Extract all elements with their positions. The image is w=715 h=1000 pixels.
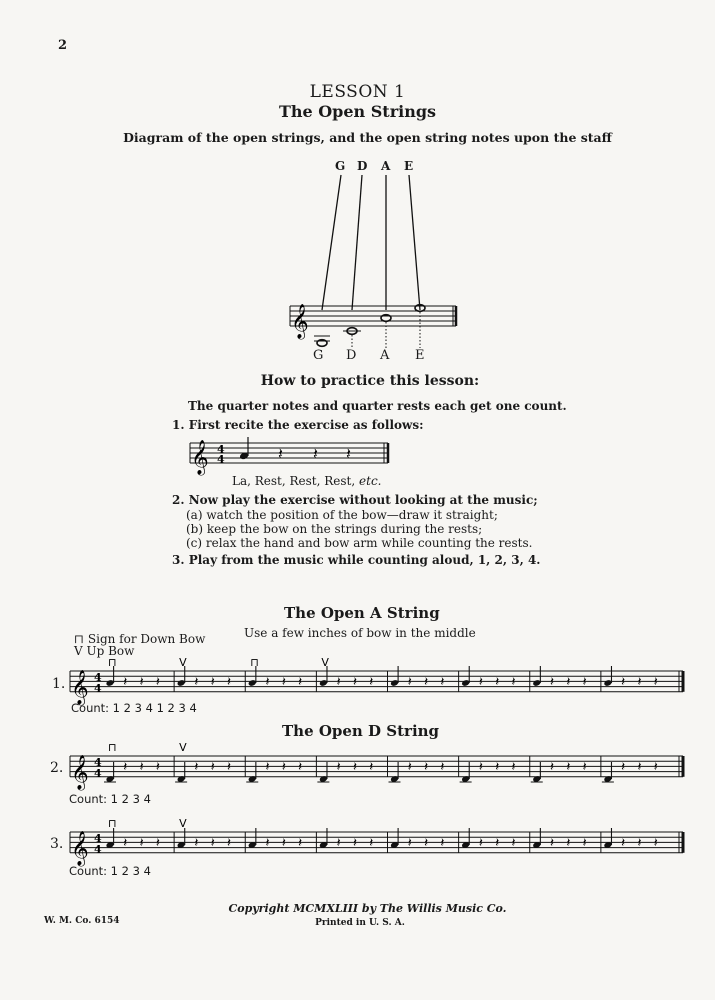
time-signature: 4 bbox=[94, 832, 102, 845]
quarter-rest-icon: 𝄽 bbox=[298, 675, 303, 690]
quarter-rest-icon: 𝄽 bbox=[278, 444, 283, 463]
quarter-rest-icon: 𝄽 bbox=[352, 675, 357, 690]
up-bow-legend: V Up Bow bbox=[74, 644, 135, 658]
quarter-rest-icon: 𝄽 bbox=[194, 836, 199, 851]
practice-step-2: 2. Now play the exercise without looking at the music; bbox=[172, 493, 538, 507]
quarter-rest-icon: 𝄽 bbox=[194, 760, 199, 775]
quarter-rest-icon: 𝄽 bbox=[478, 675, 483, 690]
quarter-rest-icon: 𝄽 bbox=[265, 760, 270, 775]
treble-clef-icon: 𝄞 bbox=[71, 830, 89, 866]
quarter-rest-icon: 𝄽 bbox=[637, 836, 642, 851]
note-label-g: G bbox=[313, 348, 324, 363]
practice-step-3: 3. Play from the music while counting aloud, 1, 2, 3, 4. bbox=[172, 553, 541, 567]
quarter-rest-icon: 𝄽 bbox=[566, 760, 571, 775]
quarter-rest-icon: 𝄽 bbox=[621, 675, 626, 690]
quarter-rest-icon: 𝄽 bbox=[155, 760, 160, 775]
quarter-rest-icon: 𝄽 bbox=[210, 675, 215, 690]
quarter-rest-icon: 𝄽 bbox=[424, 760, 429, 775]
quarter-rest-icon: 𝄽 bbox=[407, 675, 412, 690]
quarter-rest-icon: 𝄽 bbox=[298, 836, 303, 851]
treble-clef-icon: 𝄞 bbox=[191, 440, 209, 475]
up-bow-icon: V bbox=[179, 817, 187, 830]
quarter-rest-icon: 𝄽 bbox=[194, 675, 199, 690]
up-bow-icon: V bbox=[179, 656, 187, 669]
quarter-rest-icon: 𝄽 bbox=[226, 760, 231, 775]
quarter-rest-icon: 𝄽 bbox=[139, 760, 144, 775]
quarter-rest-icon: 𝄽 bbox=[495, 760, 500, 775]
quarter-rest-icon: 𝄽 bbox=[407, 760, 412, 775]
quarter-rest-icon: 𝄽 bbox=[281, 760, 286, 775]
row-number-1: 1. bbox=[52, 676, 66, 692]
treble-clef-icon: 𝄞 bbox=[71, 669, 89, 705]
up-bow-icon: V bbox=[321, 656, 329, 669]
down-bow-icon: ⊓ bbox=[108, 656, 117, 669]
quarter-rest-icon: 𝄽 bbox=[637, 675, 642, 690]
lesson-title: LESSON 1 bbox=[309, 82, 406, 102]
string-label-d: D bbox=[357, 159, 368, 173]
svg-text:4: 4 bbox=[217, 453, 225, 466]
row-number-3: 3. bbox=[50, 836, 64, 852]
down-bow-icon: ⊓ bbox=[74, 632, 85, 646]
practice-step-2a: (a) watch the position of the bow—draw it straight; bbox=[186, 508, 498, 522]
quarter-rest-icon: 𝄽 bbox=[210, 836, 215, 851]
time-signature: 4 bbox=[94, 756, 102, 769]
quarter-rest-icon: 𝄽 bbox=[440, 760, 445, 775]
quarter-rest-icon: 𝄽 bbox=[511, 836, 516, 851]
open-a-instruction: Use a few inches of bow in the middle bbox=[244, 626, 476, 640]
quarter-rest-icon: 𝄽 bbox=[550, 760, 555, 775]
down-bow-icon: ⊓ bbox=[108, 817, 117, 830]
down-bow-icon: ⊓ bbox=[108, 741, 117, 754]
quarter-rest-icon: 𝄽 bbox=[495, 836, 500, 851]
note-label-d: D bbox=[346, 348, 357, 363]
quarter-rest-icon: 𝄽 bbox=[155, 675, 160, 690]
quarter-rest-icon: 𝄽 bbox=[226, 675, 231, 690]
quarter-rest-icon: 𝄽 bbox=[369, 675, 374, 690]
quarter-rest-icon: 𝄽 bbox=[336, 675, 341, 690]
quarter-rest-icon: 𝄽 bbox=[550, 836, 555, 851]
quarter-rest-icon: 𝄽 bbox=[478, 760, 483, 775]
quarter-rest-icon: 𝄽 bbox=[495, 675, 500, 690]
quarter-rest-icon: 𝄽 bbox=[226, 836, 231, 851]
page-number: 2 bbox=[58, 38, 68, 53]
time-signature: 4 bbox=[94, 681, 102, 695]
quarter-rest-icon: 𝄽 bbox=[566, 836, 571, 851]
note-label-a: A bbox=[380, 348, 390, 363]
count-row-3: Count: 1 2 3 4 bbox=[69, 864, 151, 878]
practice-step-2b: (b) keep the bow on the strings during the rests; bbox=[186, 522, 483, 536]
practice-heading: How to practice this lesson: bbox=[260, 373, 480, 389]
quarter-rest-icon: 𝄽 bbox=[346, 444, 351, 463]
quarter-rest-icon: 𝄽 bbox=[313, 444, 318, 463]
string-label-a: A bbox=[381, 159, 391, 173]
string-label-g: G bbox=[335, 159, 346, 173]
practice-step-1: 1. First recite the exercise as follows: bbox=[172, 418, 424, 432]
up-bow-icon: V bbox=[179, 741, 187, 754]
open-a-title: The Open A String bbox=[284, 604, 440, 622]
quarter-rest-icon: 𝄽 bbox=[653, 760, 658, 775]
quarter-rest-icon: 𝄽 bbox=[637, 760, 642, 775]
quarter-rest-icon: 𝄽 bbox=[582, 836, 587, 851]
time-signature: 4 bbox=[94, 671, 102, 684]
quarter-rest-icon: 𝄽 bbox=[550, 675, 555, 690]
down-bow-legend: ⊓ Sign for Down Bow bbox=[74, 632, 206, 646]
quarter-rest-icon: 𝄽 bbox=[621, 760, 626, 775]
quarter-rest-icon: 𝄽 bbox=[511, 675, 516, 690]
quarter-rest-icon: 𝄽 bbox=[511, 760, 516, 775]
quarter-rest-icon: 𝄽 bbox=[139, 675, 144, 690]
quarter-rest-icon: 𝄽 bbox=[369, 760, 374, 775]
quarter-rest-icon: 𝄽 bbox=[582, 760, 587, 775]
quarter-rest-icon: 𝄽 bbox=[621, 836, 626, 851]
quarter-rest-icon: 𝄽 bbox=[440, 836, 445, 851]
quarter-rest-icon: 𝄽 bbox=[566, 675, 571, 690]
open-d-title: The Open D String bbox=[282, 722, 440, 740]
time-signature: 4 bbox=[94, 842, 102, 856]
quarter-rest-icon: 𝄽 bbox=[155, 836, 160, 851]
quarter-rest-icon: 𝄽 bbox=[210, 760, 215, 775]
practice-intro: The quarter notes and quarter rests each get one count. bbox=[188, 399, 567, 413]
quarter-rest-icon: 𝄽 bbox=[123, 836, 128, 851]
row-number-2: 2. bbox=[50, 760, 64, 776]
practice-step-2c: (c) relax the hand and bow arm while counting the rests. bbox=[186, 536, 533, 550]
count-row-1: Count: 1 2 3 4 1 2 3 4 bbox=[71, 701, 197, 715]
quarter-rest-icon: 𝄽 bbox=[298, 760, 303, 775]
lesson-subtitle: The Open Strings bbox=[278, 102, 437, 121]
quarter-rest-icon: 𝄽 bbox=[424, 836, 429, 851]
quarter-rest-icon: 𝄽 bbox=[336, 836, 341, 851]
treble-clef-icon: 𝄞 bbox=[291, 304, 309, 339]
down-bow-icon: ⊓ bbox=[250, 656, 259, 669]
quarter-rest-icon: 𝄽 bbox=[407, 836, 412, 851]
quarter-rest-icon: 𝄽 bbox=[440, 675, 445, 690]
svg-text:4: 4 bbox=[217, 443, 225, 456]
quarter-rest-icon: 𝄽 bbox=[369, 836, 374, 851]
quarter-rest-icon: 𝄽 bbox=[336, 760, 341, 775]
quarter-rest-icon: 𝄽 bbox=[265, 675, 270, 690]
quarter-rest-icon: 𝄽 bbox=[352, 836, 357, 851]
quarter-rest-icon: 𝄽 bbox=[582, 675, 587, 690]
quarter-rest-icon: 𝄽 bbox=[123, 675, 128, 690]
quarter-rest-icon: 𝄽 bbox=[123, 760, 128, 775]
quarter-rest-icon: 𝄽 bbox=[281, 675, 286, 690]
time-signature: 4 bbox=[94, 766, 102, 780]
printed-in: Printed in U. S. A. bbox=[315, 918, 405, 928]
recite-text: La, Rest, Rest, Rest, etc. bbox=[232, 474, 382, 488]
copyright: Copyright MCMXLIII by The Willis Music Co. bbox=[228, 902, 507, 915]
diagram-caption: Diagram of the open strings, and the open string notes upon the staff bbox=[123, 130, 612, 145]
note-label-e: E bbox=[415, 348, 425, 363]
quarter-rest-icon: 𝄽 bbox=[653, 675, 658, 690]
count-row-2: Count: 1 2 3 4 bbox=[69, 792, 151, 806]
quarter-rest-icon: 𝄽 bbox=[478, 836, 483, 851]
quarter-rest-icon: 𝄽 bbox=[281, 836, 286, 851]
quarter-rest-icon: 𝄽 bbox=[653, 836, 658, 851]
quarter-rest-icon: 𝄽 bbox=[424, 675, 429, 690]
catalog-number: W. M. Co. 6154 bbox=[44, 916, 120, 926]
string-label-e: E bbox=[404, 159, 414, 173]
up-bow-icon: V bbox=[74, 644, 83, 658]
quarter-rest-icon: 𝄽 bbox=[139, 836, 144, 851]
quarter-rest-icon: 𝄽 bbox=[265, 836, 270, 851]
treble-clef-icon: 𝄞 bbox=[71, 754, 89, 790]
quarter-rest-icon: 𝄽 bbox=[352, 760, 357, 775]
